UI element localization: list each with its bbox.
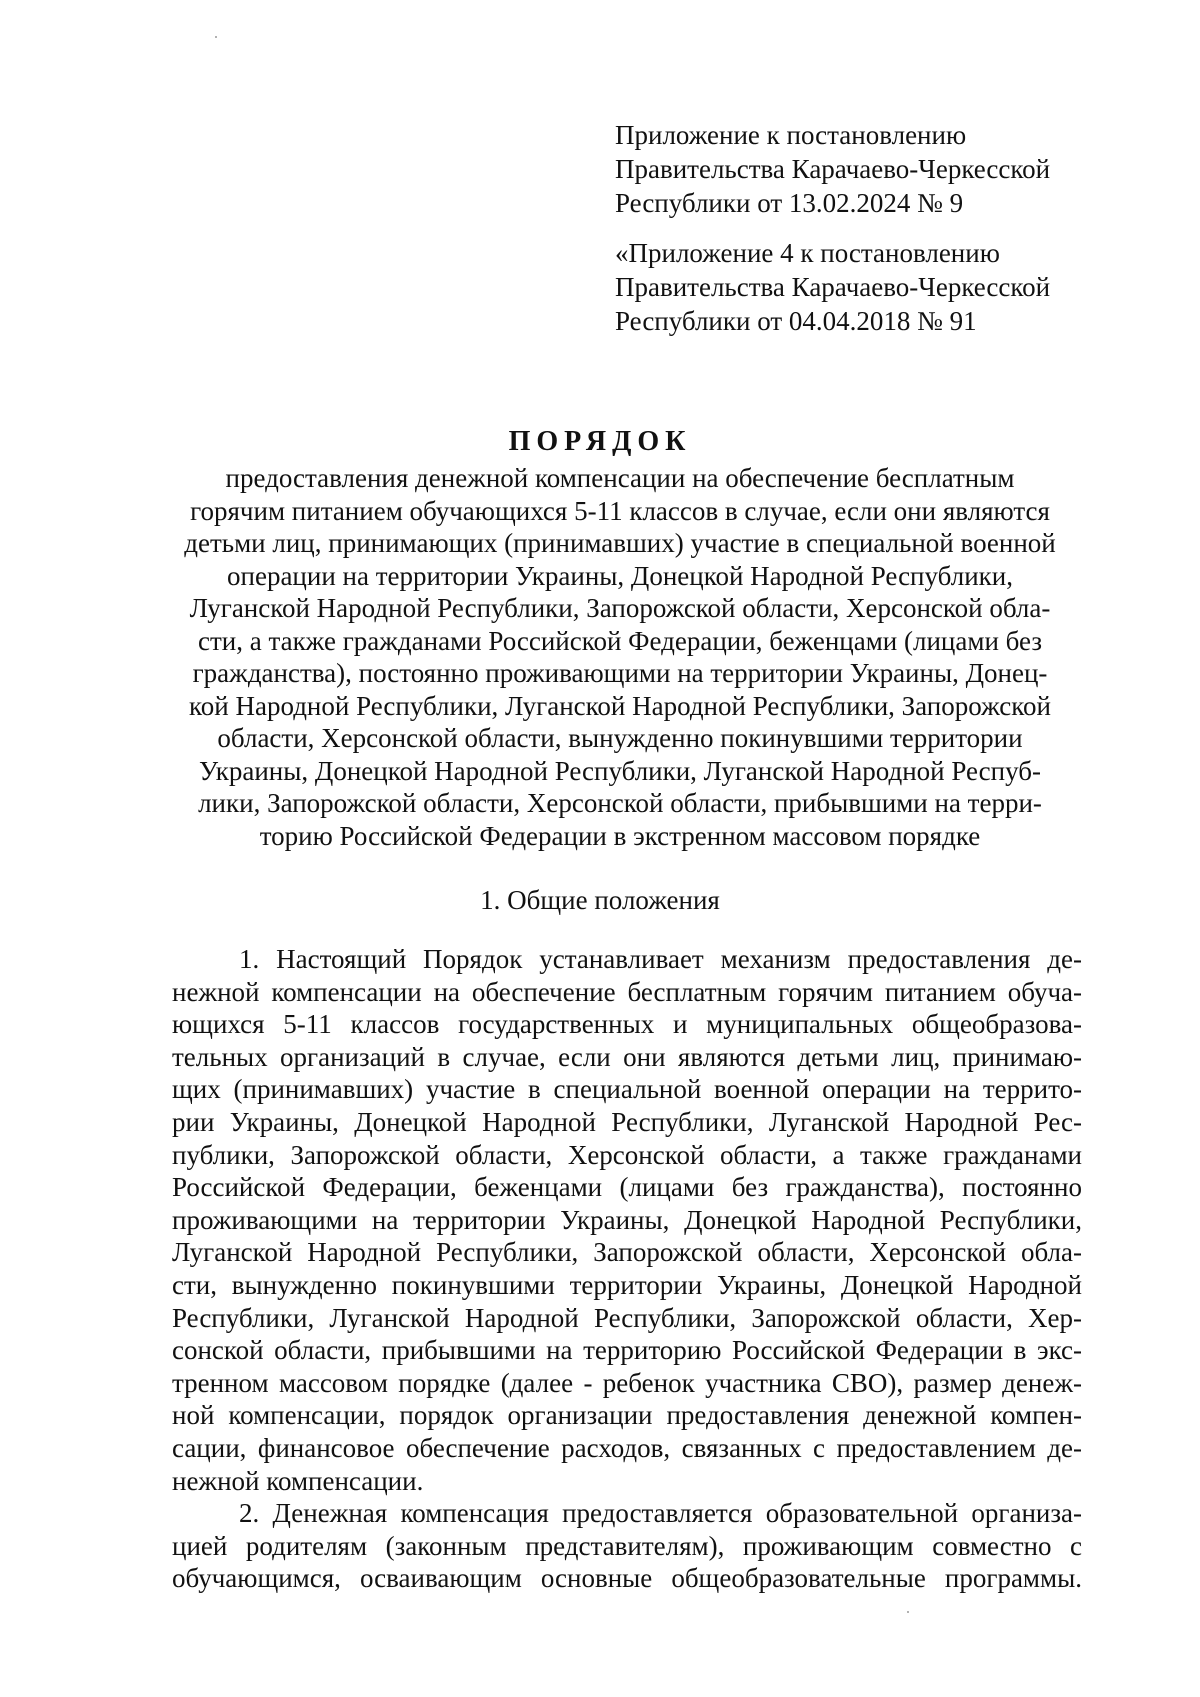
paragraph-line: нежной компенсации на обеспечение бесплатным горячим питанием обуча- xyxy=(172,976,1082,1007)
header-line: Правительства Карачаево-Черкесской xyxy=(615,272,1051,302)
subtitle-line: Украины, Донецкой Народной Республики, Луганской Народной Респуб- xyxy=(199,755,1041,786)
paragraph-line: нежной компенсации. xyxy=(172,1465,424,1496)
paragraph-1 xyxy=(172,943,1082,1497)
paragraph-line: ной компенсации, порядок организации предоставления денежной компен- xyxy=(172,1400,1082,1431)
subtitle-line: операции на территории Украины, Донецкой Народной Республики, xyxy=(227,560,1013,591)
paragraph-line: ющихся 5-11 классов государственных и муниципальных общеобразова- xyxy=(172,1009,1082,1040)
paragraph-line: рии Украины, Донецкой Народной Республики, Луганской Народной Рес- xyxy=(172,1106,1082,1137)
paragraph-line: 2. Денежная компенсация предоставляется образовательной организа- xyxy=(239,1498,1082,1529)
header-line: Республики от 13.02.2024 № 9 xyxy=(615,188,964,218)
subtitle-line: лики, Запорожской области, Херсонской области, прибывшими на терри- xyxy=(198,788,1042,818)
scan-speck xyxy=(907,1611,909,1613)
document-subtitle xyxy=(150,462,1090,852)
paragraph-line: Российской Федерации, беженцами (лицами без гражданства), постоянно xyxy=(172,1172,1082,1203)
section-heading: 1. Общие положения xyxy=(480,885,720,915)
paragraph-line: проживающими на территории Украины, Донецкой Народной Республики, xyxy=(172,1204,1082,1235)
document-title: ПОРЯДОК xyxy=(508,426,692,457)
paragraph-2 xyxy=(172,1497,1082,1595)
appendix-header-current xyxy=(615,118,1135,220)
appendix-header-original xyxy=(615,236,1135,338)
header-line: Правительства Карачаево-Черкесской xyxy=(615,154,1051,184)
paragraph-line: Луганской Народной Республики, Запорожской области, Херсонской обла- xyxy=(172,1237,1082,1268)
paragraph-line: сти, вынужденно покинувшими территории Украины, Донецкой Народной xyxy=(172,1269,1082,1300)
header-line: Республики от 04.04.2018 № 91 xyxy=(615,306,977,336)
paragraph-line: щих (принимавших) участие в специальной военной операции на террито- xyxy=(172,1074,1082,1105)
paragraph-line: сации, финансовое обеспечение расходов, связанных с предоставлением де- xyxy=(172,1432,1082,1463)
subtitle-line: Луганской Народной Республики, Запорожской области, Херсонской обла- xyxy=(189,593,1051,623)
subtitle-line: кой Народной Республики, Луганской Народной Республики, Запорожской xyxy=(189,690,1051,721)
paragraph-line: 1. Настоящий Порядок устанавливает механизм предоставления де- xyxy=(239,944,1082,974)
paragraph-line: обучающимся, осваивающим основные общеобразовательные программы. xyxy=(172,1563,1082,1594)
paragraph-line: тренном массовом порядке (далее - ребенок участника СВО), размер денеж- xyxy=(172,1367,1082,1398)
subtitle-line: торию Российской Федерации в экстренном массовом порядке xyxy=(259,820,981,851)
header-line: Приложение к постановлению xyxy=(615,120,967,150)
paragraph-line: сонской области, прибывшими на территорию Российской Федерации в экс- xyxy=(172,1335,1082,1366)
header-line: «Приложение 4 к постановлению xyxy=(615,238,1000,268)
subtitle-line: детьми лиц, принимающих (принимавших) участие в специальной военной xyxy=(184,528,1056,558)
scan-speck xyxy=(215,36,217,38)
subtitle-line: горячим питанием обучающихся 5-11 классов в случае, если они являются xyxy=(190,495,1050,526)
paragraph-line: публики, Запорожской области, Херсонской области, а также гражданами xyxy=(172,1139,1082,1170)
paragraph-line: тельных организаций в случае, если они являются детьми лиц, принимаю- xyxy=(172,1041,1082,1072)
paragraph-line: цией родителям (законным представителям), проживающим совместно с xyxy=(172,1530,1082,1561)
subtitle-line: предоставления денежной компенсации на обеспечение бесплатным xyxy=(225,463,1015,493)
paragraph-line: Республики, Луганской Народной Республики, Запорожской области, Хер- xyxy=(172,1302,1082,1333)
subtitle-line: области, Херсонской области, вынужденно покинувшими территории xyxy=(217,723,1023,753)
subtitle-line: сти, а также гражданами Российской Федерации, беженцами (лицами без xyxy=(197,625,1042,656)
subtitle-line: гражданства), постоянно проживающими на территории Украины, Донец- xyxy=(192,658,1048,688)
body-text xyxy=(172,943,1082,1595)
